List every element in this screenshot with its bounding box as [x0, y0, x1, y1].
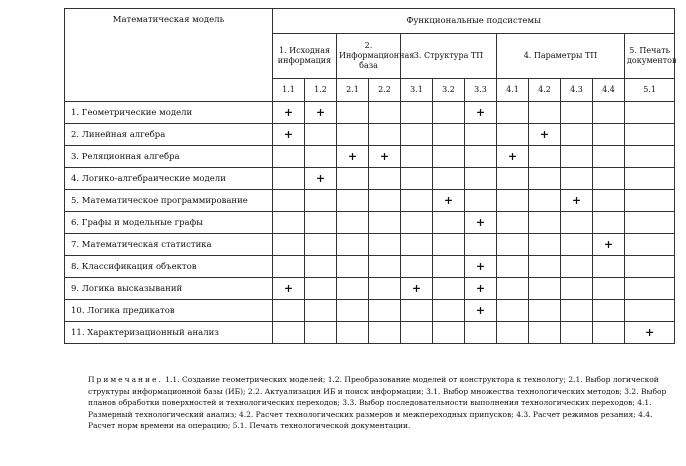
subcolumn-header: 2.1: [337, 79, 369, 102]
mark-cell: [529, 322, 561, 344]
mark-cell: [593, 124, 625, 146]
group-header: 2. Информационная база: [337, 34, 401, 79]
mark-cell: [593, 146, 625, 168]
mark-cell: [593, 322, 625, 344]
mark-cell: [433, 146, 465, 168]
mark-cell: +: [465, 102, 497, 124]
mark-cell: [625, 256, 675, 278]
mark-cell: [337, 102, 369, 124]
mark-cell: [593, 212, 625, 234]
mark-cell: [369, 322, 401, 344]
subcolumn-header: 4.4: [593, 79, 625, 102]
mark-cell: +: [593, 234, 625, 256]
mark-cell: [305, 190, 337, 212]
mark-cell: [433, 322, 465, 344]
mark-cell: [529, 168, 561, 190]
mark-cell: [561, 168, 593, 190]
subcolumn-header: 1.2: [305, 79, 337, 102]
mark-cell: +: [273, 124, 305, 146]
mark-cell: [337, 212, 369, 234]
mark-cell: +: [369, 146, 401, 168]
mark-cell: [401, 146, 433, 168]
mark-cell: [625, 278, 675, 300]
header-row: [65, 9, 675, 34]
mark-cell: +: [465, 212, 497, 234]
mark-cell: [273, 212, 305, 234]
mark-cell: [305, 124, 337, 146]
mark-cell: [497, 256, 529, 278]
mark-cell: +: [497, 146, 529, 168]
mark-cell: [465, 124, 497, 146]
mark-cell: [273, 300, 305, 322]
mark-cell: [465, 234, 497, 256]
mark-cell: [433, 256, 465, 278]
mark-cell: [337, 300, 369, 322]
note-text: 1.1. Создание геометрических моделей; 1.2. Преобразование моделей от конструктора к технологу; 2.1. Выбор логической структуры информационной базы (ИБ); 2.2. Актуализация ИБ и поиск информации; 3.1. Выбор множества технологических методов; 3.2. Выбор планов обработки поверхностей и технологических переходов; 3.3. Выбор последовательности выполнения технологических переходов; 4.1. Размерный технологический анализ; 4.2. Расчет технологических размеров и межпереходных припусков; 4.3. Расчет режимов резания; 4.4. Расчет норм времени на операцию; 5.1. Печать технологической документации.: [88, 375, 667, 430]
row-label: 9. Логика высказываний: [65, 278, 273, 300]
mark-cell: [273, 256, 305, 278]
mark-cell: [561, 146, 593, 168]
mark-cell: [337, 190, 369, 212]
subcolumn-header: 4.2: [529, 79, 561, 102]
row-label: 5. Математическое программирование: [65, 190, 273, 212]
row-label: 10. Логика предикатов: [65, 300, 273, 322]
mark-cell: [337, 322, 369, 344]
mark-cell: [433, 212, 465, 234]
mark-cell: [497, 300, 529, 322]
mark-cell: [433, 124, 465, 146]
mark-cell: +: [337, 146, 369, 168]
mark-cell: [369, 278, 401, 300]
mark-cell: [529, 190, 561, 212]
table-row: [65, 124, 675, 146]
mark-cell: [593, 168, 625, 190]
subcolumn-header: 4.3: [561, 79, 593, 102]
table-row: [65, 168, 675, 190]
mark-cell: [593, 278, 625, 300]
mark-cell: +: [625, 322, 675, 344]
mark-cell: [625, 102, 675, 124]
row-label: 8. Классификация объектов: [65, 256, 273, 278]
mark-cell: [369, 124, 401, 146]
mark-cell: +: [465, 300, 497, 322]
mark-cell: [433, 300, 465, 322]
mark-cell: [529, 146, 561, 168]
mark-cell: [497, 168, 529, 190]
mark-cell: [369, 300, 401, 322]
mark-cell: [305, 234, 337, 256]
table-row: [65, 190, 675, 212]
mark-cell: [273, 146, 305, 168]
subcolumn-header: 5.1: [625, 79, 675, 102]
mark-cell: [337, 168, 369, 190]
subcolumn-header: 2.2: [369, 79, 401, 102]
mark-cell: [529, 212, 561, 234]
mark-cell: [465, 322, 497, 344]
mark-cell: [305, 278, 337, 300]
mark-cell: [369, 168, 401, 190]
table-row: [65, 234, 675, 256]
table-row: [65, 146, 675, 168]
group-header: 5. Печать документов: [625, 34, 675, 79]
mark-cell: [369, 234, 401, 256]
mark-cell: [337, 124, 369, 146]
mark-cell: [401, 300, 433, 322]
mark-cell: [433, 168, 465, 190]
mark-cell: +: [401, 278, 433, 300]
mark-cell: [561, 102, 593, 124]
mark-cell: [433, 278, 465, 300]
mark-cell: [401, 256, 433, 278]
mark-cell: [529, 234, 561, 256]
mark-cell: [433, 102, 465, 124]
mark-cell: [305, 212, 337, 234]
mark-cell: [401, 212, 433, 234]
mark-cell: [337, 256, 369, 278]
mark-cell: [497, 322, 529, 344]
group-header: 3. Структура ТП: [401, 34, 497, 79]
subcolumn-header: 3.3: [465, 79, 497, 102]
mark-cell: [625, 234, 675, 256]
mark-cell: [465, 146, 497, 168]
mark-cell: [561, 212, 593, 234]
table-row: [65, 322, 675, 344]
mark-cell: [625, 146, 675, 168]
model-subsystem-table-container: [64, 8, 677, 344]
mark-cell: [465, 190, 497, 212]
mark-cell: [273, 168, 305, 190]
mark-cell: +: [561, 190, 593, 212]
mark-cell: [625, 124, 675, 146]
mark-cell: [593, 300, 625, 322]
mark-cell: [497, 212, 529, 234]
mark-cell: +: [433, 190, 465, 212]
mark-cell: [625, 190, 675, 212]
row-label: 2. Линейная алгебра: [65, 124, 273, 146]
subcolumn-header: 1.1: [273, 79, 305, 102]
mark-cell: [497, 102, 529, 124]
mark-cell: +: [273, 102, 305, 124]
table-row: [65, 256, 675, 278]
mark-cell: [497, 278, 529, 300]
mark-cell: [401, 234, 433, 256]
mark-cell: [625, 300, 675, 322]
table-row: [65, 278, 675, 300]
mark-cell: [593, 190, 625, 212]
mark-cell: [305, 300, 337, 322]
subcolumn-header: 4.1: [497, 79, 529, 102]
mark-cell: [273, 190, 305, 212]
mark-cell: [561, 234, 593, 256]
mark-cell: [369, 256, 401, 278]
mark-cell: [369, 102, 401, 124]
mark-cell: [561, 300, 593, 322]
mark-cell: [433, 234, 465, 256]
mark-cell: [625, 168, 675, 190]
row-label: 1. Геометрические модели: [65, 102, 273, 124]
mark-cell: [561, 256, 593, 278]
mark-cell: [593, 256, 625, 278]
mark-cell: [401, 190, 433, 212]
mark-cell: [305, 146, 337, 168]
mark-cell: [401, 102, 433, 124]
mark-cell: [529, 300, 561, 322]
table-row: [65, 102, 675, 124]
group-header: 1. Исходная информация: [273, 34, 337, 79]
mark-cell: [337, 278, 369, 300]
mark-cell: [497, 234, 529, 256]
mark-cell: +: [465, 278, 497, 300]
mark-cell: [561, 278, 593, 300]
table-row: [65, 300, 675, 322]
row-label: 6. Графы и модельные графы: [65, 212, 273, 234]
mark-cell: [401, 124, 433, 146]
mark-cell: [273, 322, 305, 344]
subcolumn-header: 3.1: [401, 79, 433, 102]
subcolumn-header: 3.2: [433, 79, 465, 102]
row-label: 3. Реляционная алгебра: [65, 146, 273, 168]
row-label: 7. Математическая статистика: [65, 234, 273, 256]
note-heading: Примечание.: [88, 375, 163, 384]
mark-cell: [529, 278, 561, 300]
row-label: 4. Логико-алгебраические модели: [65, 168, 273, 190]
mark-cell: [561, 322, 593, 344]
mark-cell: [497, 190, 529, 212]
table-note: [88, 374, 668, 432]
mark-cell: [369, 190, 401, 212]
mark-cell: +: [305, 168, 337, 190]
row-label: 11. Характеризационный анализ: [65, 322, 273, 344]
mark-cell: [465, 168, 497, 190]
mark-cell: [401, 168, 433, 190]
mark-cell: [369, 212, 401, 234]
mark-cell: [305, 322, 337, 344]
mark-cell: [497, 124, 529, 146]
header-model: Математическая модель: [65, 9, 273, 102]
mark-cell: +: [529, 124, 561, 146]
model-subsystem-table: [64, 8, 675, 344]
mark-cell: [337, 234, 369, 256]
mark-cell: [561, 124, 593, 146]
mark-cell: [625, 212, 675, 234]
mark-cell: +: [305, 102, 337, 124]
mark-cell: [529, 256, 561, 278]
group-header: 4. Параметры ТП: [497, 34, 625, 79]
mark-cell: [401, 322, 433, 344]
table-row: [65, 212, 675, 234]
mark-cell: [529, 102, 561, 124]
mark-cell: [273, 234, 305, 256]
header-functional-subsystems: Функциональные подсистемы: [273, 9, 675, 34]
mark-cell: [305, 256, 337, 278]
mark-cell: [593, 102, 625, 124]
mark-cell: +: [465, 256, 497, 278]
mark-cell: +: [273, 278, 305, 300]
